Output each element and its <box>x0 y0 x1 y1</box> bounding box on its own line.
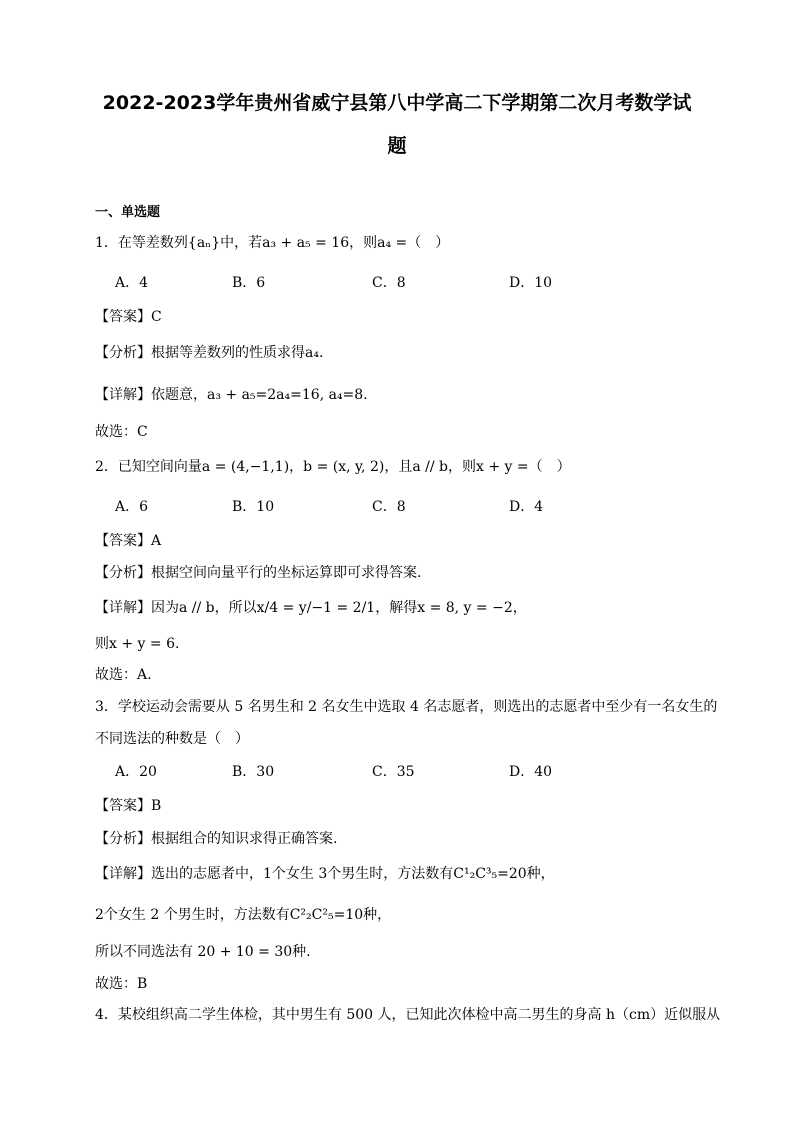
q3-detail-line3: 所以不同选法有 20 + 10 = 30种. <box>95 944 311 960</box>
detail-text: 选出的志愿者中，1个女生 3个男生时，方法数有C¹₂C³₅=20种， <box>151 866 555 882</box>
q2-select: 故选：A. <box>95 667 152 683</box>
answer-value: C <box>151 309 162 325</box>
q3-detail <box>95 864 555 884</box>
detail-text: 因为a // b，所以x/4 = y/−1 = 2/1，解得x = 8, y = −2， <box>151 600 527 616</box>
q3-choice-b: B．30 <box>232 764 275 780</box>
q2-choice-d: D．4 <box>509 499 544 515</box>
q3-stem-line1: 3．学校运动会需要从 5 名男生和 2 名女生中选取 4 名志愿者，则选出的志愿者中至少有一名女生的 <box>95 699 718 715</box>
q3-detail-line2: 2个女生 2 个男生时，方法数有C²₂C²₅=10种， <box>95 907 392 923</box>
answer-value: A <box>151 533 162 549</box>
answer-tag: 【答案】 <box>95 533 151 549</box>
q1-analysis <box>95 343 323 363</box>
answer-tag: 【答案】 <box>95 798 151 814</box>
answer-tag: 【答案】 <box>95 309 151 325</box>
detail-tag: 【详解】 <box>95 387 151 403</box>
q3-choice-c: C．35 <box>372 764 415 780</box>
section-heading: 一、单选题 <box>95 205 161 220</box>
analysis-tag: 【分析】 <box>95 831 151 847</box>
detail-text: 依题意，a₃ + a₅=2a₄=16, a₄=8. <box>151 387 368 403</box>
q2-answer <box>95 531 161 551</box>
q4-stem-line1: 4．某校组织高二学生体检，其中男生有 500 人，已知此次体检中高二男生的身高 h（cm）近似服从 <box>95 1007 721 1023</box>
document-title-line1: 2022-2023学年贵州省威宁县第八中学高二下学期第二次月考数学试 <box>102 92 692 114</box>
q3-choice-d: D．40 <box>509 764 553 780</box>
q1-choice-c: C．8 <box>372 275 406 291</box>
analysis-tag: 【分析】 <box>95 565 151 581</box>
q2-choice-b: B．10 <box>232 499 275 515</box>
q2-choice-c: C．8 <box>372 499 406 515</box>
q1-detail <box>95 385 368 405</box>
q2-choice-a: A．6 <box>115 499 149 515</box>
q1-choice-b: B．6 <box>232 275 266 291</box>
q3-analysis <box>95 829 337 849</box>
q2-stem: 2．已知空间向量a = (4,−1,1)，b = (x, y, 2)，且a // b，则x + y =（ ） <box>95 459 571 475</box>
q3-stem-line2: 不同选法的种数是（ ） <box>95 731 249 747</box>
analysis-text: 根据等差数列的性质求得a₄. <box>151 345 324 361</box>
q2-detail-line2: 则x + y = 6. <box>95 636 180 652</box>
document-title-line2: 题 <box>387 135 407 157</box>
q1-select: 故选：C <box>95 424 148 440</box>
q1-choice-d: D．10 <box>509 275 553 291</box>
q1-stem: 1．在等差数列{aₙ}中，若a₃ + a₅ = 16，则a₄ =（ ） <box>95 235 450 251</box>
q3-choice-a: A．20 <box>115 764 157 780</box>
analysis-text: 根据空间向量平行的坐标运算即可求得答案. <box>151 565 422 581</box>
answer-value: B <box>151 798 162 814</box>
analysis-tag: 【分析】 <box>95 345 151 361</box>
detail-tag: 【详解】 <box>95 600 151 616</box>
q3-select: 故选：B <box>95 976 148 992</box>
detail-tag: 【详解】 <box>95 866 151 882</box>
analysis-text: 根据组合的知识求得正确答案. <box>151 831 338 847</box>
q3-answer <box>95 796 161 816</box>
q2-analysis <box>95 563 421 583</box>
q1-choice-a: A．4 <box>115 275 149 291</box>
q2-detail <box>95 598 527 618</box>
q1-answer <box>95 307 162 327</box>
